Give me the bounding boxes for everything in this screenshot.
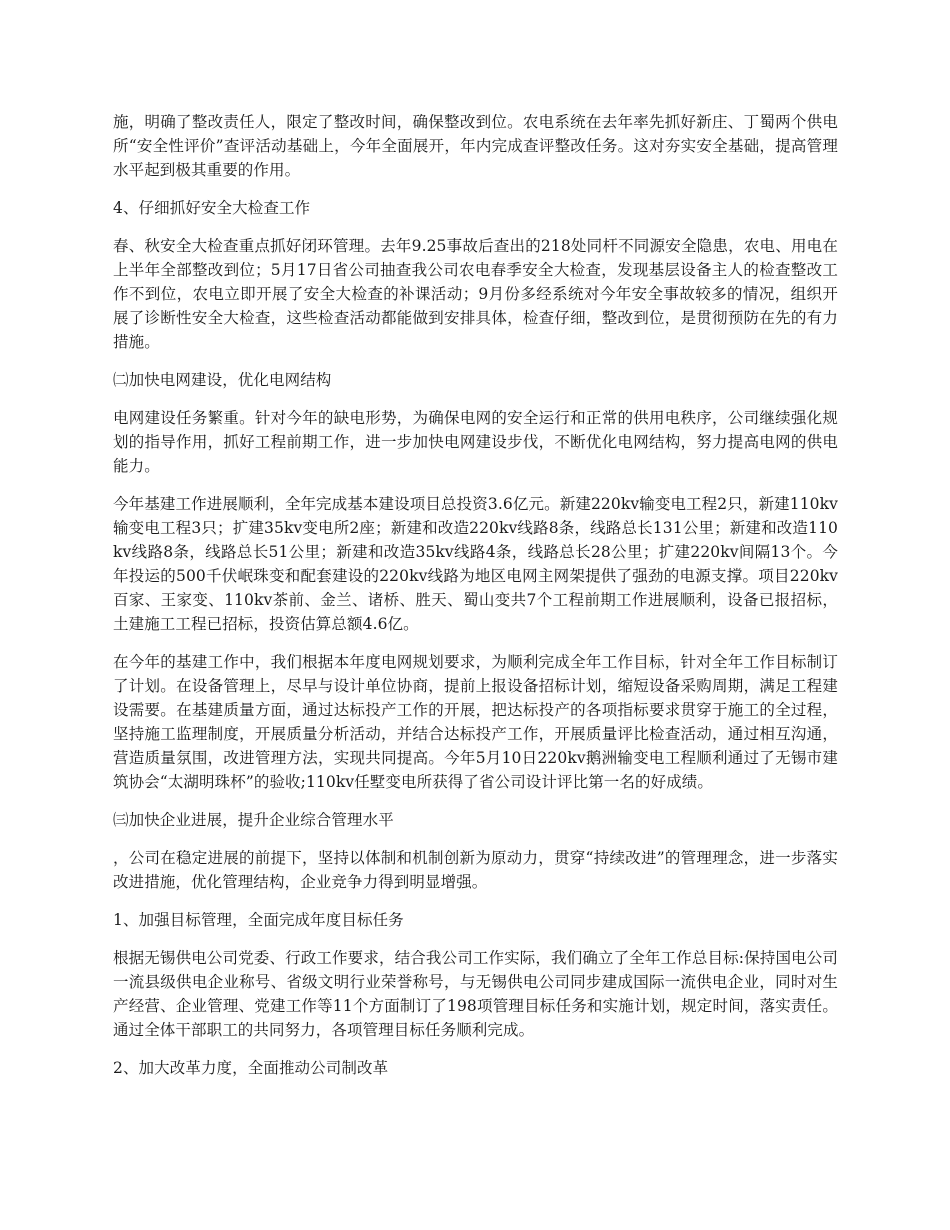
heading-safety-inspection: 4、仔细抓好安全大检查工作 [113, 199, 311, 217]
heading-grid-construction: ㈡加快电网建设，优化电网结构 [113, 371, 332, 389]
paragraph-infrastructure-management: 在今年的基建工作中，我们根据本年度电网规划要求，为顺利完成全年工作目标，针对全年工作目标制订了计划。在设备管理上，尽早与设计单位协商，提前上报设备招标计划，缩短设备采购周期，满足工程建设需要。在基建质量方面，通过达标投产工作的开展，把达标投产的各项指标要求贯穿于施工的全过程，坚持施工监理制度，开展质量分析活动，并结合达标投产工作，开展质量评比检查活动，通过相互沟通，营造质量氛围，改进管理方法，实现共同提高。今年5月10日220kv鹅洲输变电工程顺利通过了无锡市建筑协会“太湖明珠杯”的验收;110kv任墅变电所获得了省公司设计评比第一名的好成绩。 [113, 653, 838, 791]
paragraph-target-management: 根据无锡供电公司党委、行政工作要求，结合我公司工作实际，我们确立了全年工作总目标:保持国电公司一流县级供电企业称号、省级文明行业荣誉称号，与无锡供电公司同步建成国际一流供电企业，同时对生产经营、企业管理、党建工作等11个方面制订了198项管理目标任务和实施计划，规定时间，落实责任。通过全体干部职工的共同努力，各项管理目标任务顺利完成。 [113, 949, 838, 1039]
paragraph-enterprise-development: ，公司在稳定进展的前提下，坚持以体制和机制创新为原动力，贯穿“持续改进”的管理理念，进一步落实改进措施，优化管理结构，企业竞争力得到明显增强。 [113, 849, 838, 891]
paragraph-safety-evaluation: 施，明确了整改责任人，限定了整改时间，确保整改到位。农电系统在去年率先抓好新庄、丁蜀两个供电所“安全性评价”查评活动基础上，今年全面展开，年内完成查评整改任务。这对夯实安全基础，提高管理水平起到极其重要的作用。 [113, 113, 838, 179]
paragraph-grid-construction: 电网建设任务繁重。针对今年的缺电形势，为确保电网的安全运行和正常的供用电秩序，公司继续强化规划的指导作用，抓好工程前期工作，进一步加快电网建设步伐，不断优化电网结构，努力提高电网的供电能力。 [113, 409, 838, 475]
paragraph-safety-inspection: 春、秋安全大检查重点抓好闭环管理。去年9.25事故后查出的218处同杆不同源安全隐患，农电、用电在上半年全部整改到位；5月17日省公司抽查我公司农电春季安全大检查，发现基层设备主人的检查整改工作不到位，农电立即开展了安全大检查的补课活动；9月份多经系统对今年安全事故较多的情况，组织开展了诊断性安全大检查，这些检查活动都能做到安排具体，检查仔细，整改到位，是贯彻预防在先的有力措施。 [113, 237, 838, 351]
paragraph-infrastructure-progress: 今年基建工作进展顺利，全年完成基本建设项目总投资3.6亿元。新建220kv输变电工程2只，新建110kv输变电工程3只；扩建35kv变电所2座；新建和改造220kv线路8条，线路总长131公里；新建和改造110kv线路8条，线路总长51公里；新建和改造35kv线路4条，线路总长28公里；扩建220kv间隔13个。今年投运的500千伏岷珠变和配套建设的220kv线路为地区电网主网架提供了强劲的电源支撑。项目220kv百家、王家变、110kv茶前、金兰、诸桥、胜天、蜀山变共7个工程前期工作进展顺利，设备已报招标，土建施工工程已招标，投资估算总额4.6亿。 [113, 495, 838, 633]
heading-target-management: 1、加强目标管理，全面完成年度目标任务 [113, 911, 404, 929]
heading-enterprise-development: ㈢加快企业进展，提升企业综合管理水平 [113, 811, 394, 829]
heading-reform: 2、加大改革力度，全面推动公司制改革 [113, 1059, 389, 1077]
document-page [113, 110, 838, 1094]
